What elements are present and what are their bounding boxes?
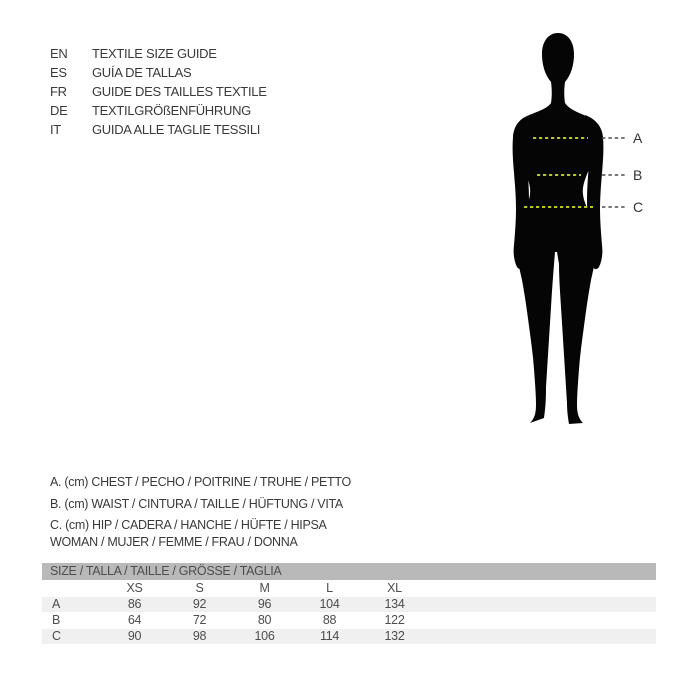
- lang-code-fr: FR: [50, 84, 67, 99]
- size-columns-row: [42, 580, 656, 596]
- measure-label-c: C: [633, 199, 643, 215]
- row-label-b: B: [52, 613, 61, 627]
- chest-xs: 86: [127, 597, 142, 611]
- size-col-m: M: [259, 580, 270, 595]
- title-fr: GUIDE DES TAILLES TEXTILE: [92, 84, 267, 99]
- measure-label-b: B: [633, 167, 643, 183]
- title-es: GUÍA DE TALLAS: [92, 65, 192, 80]
- title-row-en: [50, 44, 267, 63]
- woman-silhouette: [490, 20, 690, 440]
- chest-xl: 134: [384, 597, 405, 611]
- legend-line-hip: C. (cm) HIP / CADERA / HANCHE / HÜFTE / HIPSA: [50, 518, 327, 533]
- measure-label-a: A: [633, 130, 643, 146]
- hip-m: 106: [254, 629, 275, 643]
- size-table-grid: [42, 580, 656, 645]
- waist-m: 80: [257, 613, 272, 627]
- waist-xs: 64: [127, 613, 142, 627]
- size-col-l: L: [326, 580, 333, 595]
- size-col-s: S: [195, 580, 204, 595]
- table-row-hip: [42, 628, 656, 644]
- title-row-es: [50, 63, 267, 82]
- title-en: TEXTILE SIZE GUIDE: [92, 46, 217, 61]
- table-row-waist: [42, 612, 656, 628]
- lang-code-de: DE: [50, 103, 68, 118]
- table-row-chest: [42, 596, 656, 612]
- legend-line-chest: A. (cm) CHEST / PECHO / POITRINE / TRUHE / PETTO: [50, 475, 351, 489]
- row-label-c: C: [52, 629, 61, 643]
- waist-s: 72: [192, 613, 207, 627]
- size-col-xl: XL: [387, 580, 402, 595]
- hip-s: 98: [192, 629, 207, 643]
- hip-xl: 132: [384, 629, 405, 643]
- lang-code-es: ES: [50, 65, 67, 80]
- size-col-xs: XS: [126, 580, 143, 595]
- chest-l: 104: [319, 597, 340, 611]
- title-row-fr: [50, 82, 267, 101]
- size-columns-spacer: [42, 580, 102, 596]
- size-table: [42, 563, 656, 645]
- title-row-it: [50, 120, 267, 139]
- title-de: TEXTILGRÖßENFÜHRUNG: [92, 103, 251, 118]
- chest-m: 96: [257, 597, 272, 611]
- waist-xl: 122: [384, 613, 405, 627]
- waist-l: 88: [322, 613, 337, 627]
- row-label-a: A: [52, 597, 61, 611]
- gender-line: WOMAN / MUJER / FEMME / FRAU / DONNA: [50, 535, 298, 549]
- chest-s: 92: [192, 597, 207, 611]
- measurement-legend: [50, 472, 351, 537]
- size-table-header: SIZE / TALLA / TAILLE / GRÖSSE / TAGLIA: [42, 563, 656, 580]
- lang-code-it: IT: [50, 122, 61, 137]
- legend-line-waist: B. (cm) WAIST / CINTURA / TAILLE / HÜFTUNG / VITA: [50, 496, 343, 511]
- title-language-list: [50, 44, 267, 139]
- title-it: GUIDA ALLE TAGLIE TESSILI: [92, 122, 261, 137]
- hip-l: 114: [319, 629, 340, 643]
- hip-xs: 90: [127, 629, 142, 643]
- lang-code-en: EN: [50, 46, 68, 61]
- title-row-de: [50, 101, 267, 120]
